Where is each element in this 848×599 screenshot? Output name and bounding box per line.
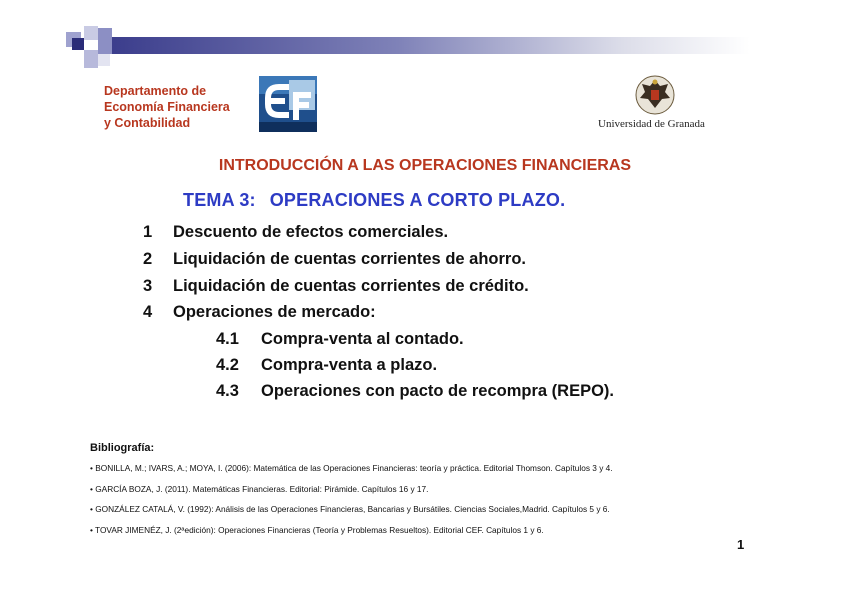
bibliography-heading: Bibliografía: <box>90 442 155 454</box>
department-name: Departamento de Economía Financiera y Contabilidad <box>104 84 230 130</box>
bibliography-entry: • GARCÍA BOZA, J. (2011). Matemáticas Financieras. Editorial: Pirámide. Capítulos 16 y 17. <box>90 483 429 494</box>
header-gradient-bar <box>110 37 750 54</box>
header-square-decoration <box>84 50 98 68</box>
bibliography-entry: • TOVAR JIMENÉZ, J. (2ªedición): Operaciones Financieras (Teoría y Problemas Resueltos). Editorial CEF. Capítulos 1 y 6. <box>90 524 544 535</box>
header-square-decoration <box>84 26 98 40</box>
bibliography-entry: • GONZÁLEZ CATALÁ, V. (1992): Análisis de las Operaciones Financieras, Bancarias y Bursátiles. Ciencias Sociales,Madrid. Capítulos 5 y 6. <box>90 504 610 514</box>
outline-item-number: 4.2 <box>216 356 239 374</box>
outline-item-number: 4.3 <box>216 382 239 400</box>
outline-item-text: Descuento de efectos comerciales. <box>173 223 449 241</box>
outline-item-number: 4.1 <box>216 330 239 348</box>
university-name: Universidad de Granada <box>598 118 705 130</box>
topic-heading <box>183 190 565 211</box>
outline-item-number: 3 <box>143 277 153 295</box>
bibliography-list <box>90 463 790 545</box>
outline-item-number: 1 <box>143 223 153 241</box>
ef-logo-icon <box>259 76 317 132</box>
outline-item-text: Operaciones de mercado: <box>173 303 376 321</box>
course-title: INTRODUCCIÓN A LAS OPERACIONES FINANCIERAS <box>218 157 632 174</box>
bibliography-entry: • BONILLA, M.; IVARS, A.; MOYA, I. (2006): Matemática de las Operaciones Financieras: teoría y práctica. Editorial Thomson. Capítulos 3 y 4. <box>90 463 613 473</box>
topic-label: TEMA 3: <box>183 190 256 210</box>
topic-title: OPERACIONES A CORTO PLAZO. <box>269 190 566 210</box>
outline-item-text: Liquidación de cuentas corrientes de ahorro. <box>173 250 526 268</box>
outline-item-text: Compra-venta al contado. <box>261 330 464 348</box>
header-square-decoration <box>72 38 84 50</box>
ugr-crest-icon <box>632 74 678 116</box>
header-square-decoration <box>98 54 110 66</box>
outline-item-text: Liquidación de cuentas corrientes de crédito. <box>173 277 529 295</box>
header-square-decoration <box>98 28 112 54</box>
page-number: 1 <box>737 537 745 552</box>
course-title-wrap <box>0 157 848 175</box>
outline-item-text: Compra-venta a plazo. <box>261 356 438 374</box>
outline-item-text: Operaciones con pacto de recompra (REPO). <box>261 382 615 400</box>
outline-item-number: 4 <box>143 303 153 321</box>
outline-item-number: 2 <box>143 250 153 268</box>
